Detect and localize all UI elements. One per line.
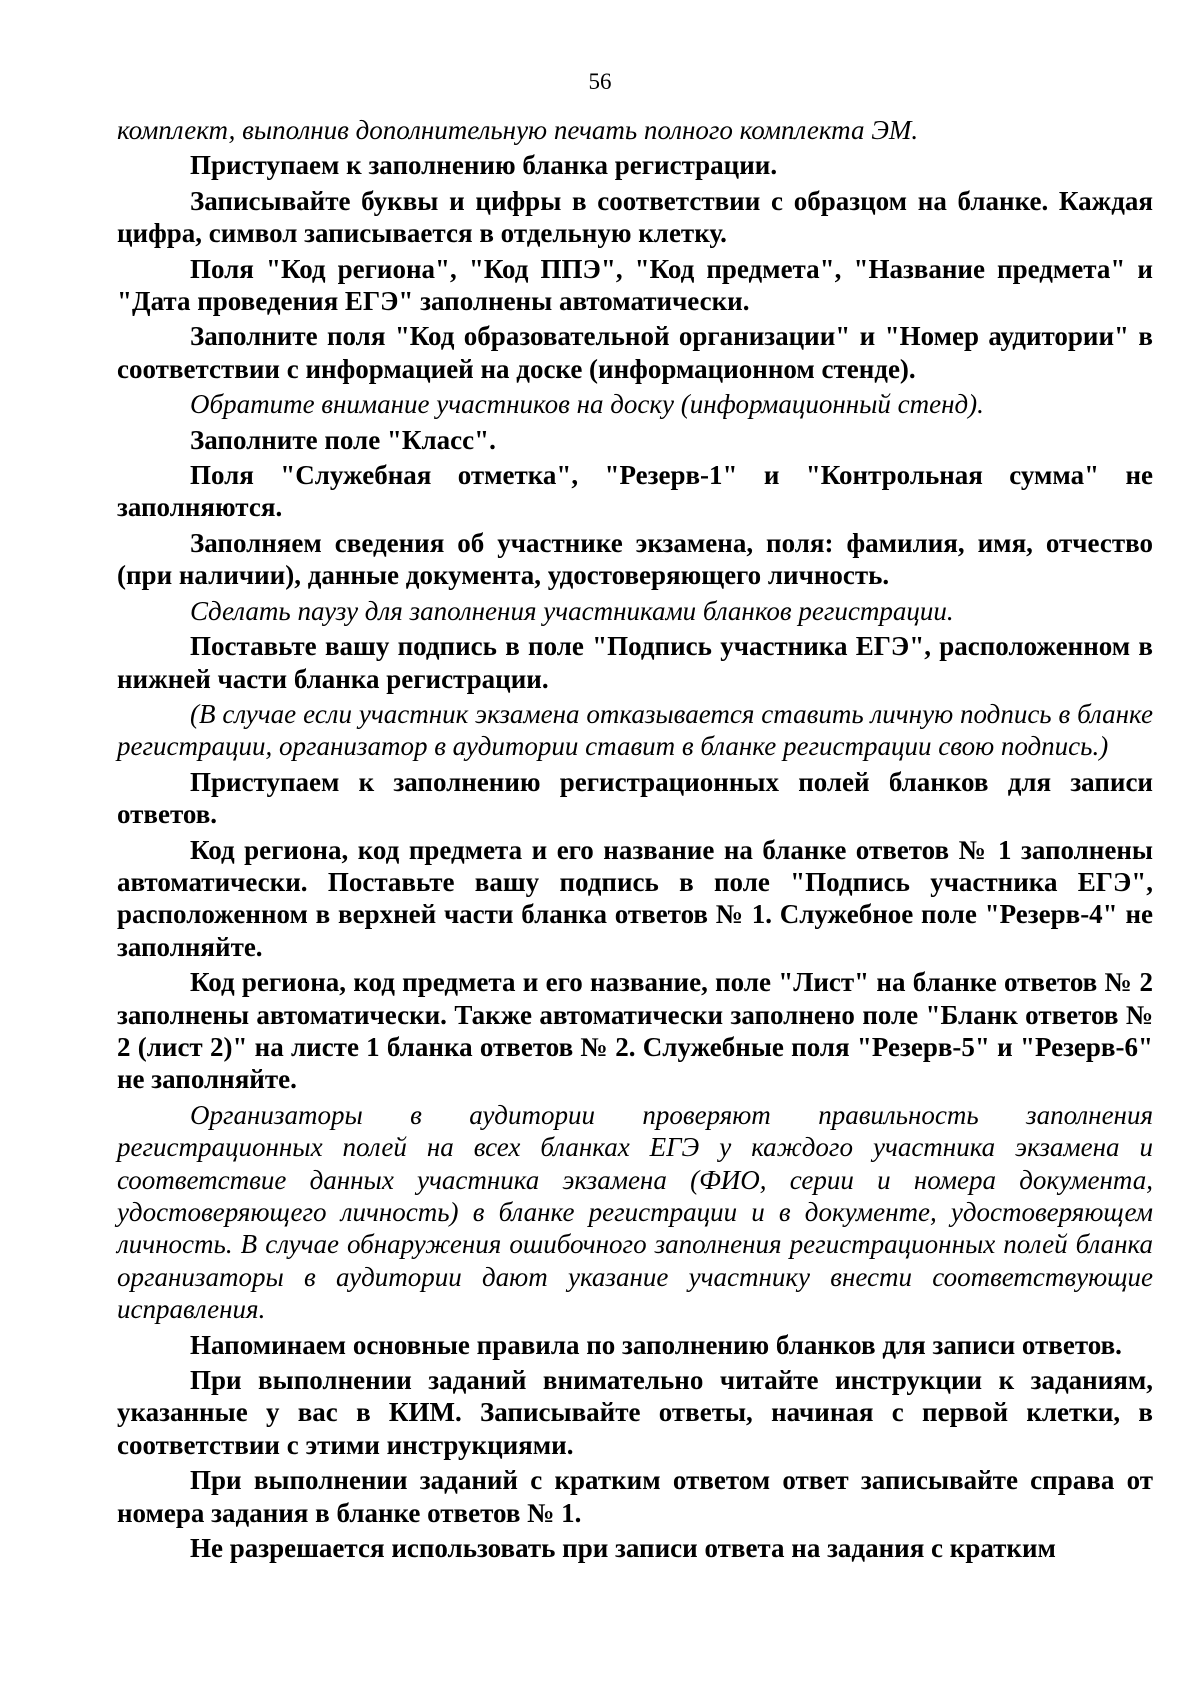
- paragraph: Не разрешается использовать при записи ответа на задания с кратким: [190, 1533, 1056, 1564]
- paragraph: При выполнении заданий с кратким ответом ответ записывайте справа от номера задания в бланке ответов № 1.: [117, 1465, 1153, 1528]
- paragraph: (В случае если участник экзамена отказывается ставить личную подпись в бланке регистрации, организатор в аудитории ставит в бланке регистрации свою подпись.): [117, 698, 1153, 762]
- paragraph: Заполните поле "Класс".: [190, 424, 496, 455]
- paragraph: Заполните поля "Код образовательной организации" и "Номер аудитории" в соответствии с информацией на доске (информационном стенде).: [117, 321, 1153, 384]
- paragraph: Код региона, код предмета и его название, поле "Лист" на бланке ответов № 2 заполнены автоматически. Также автоматически заполнено поле "Бланк ответов № 2 (лист 2)" на листе 1 бланка ответов № 2. Служебные поля "Резерв-5" и "Резерв-6" не заполняйте.: [117, 967, 1153, 1095]
- paragraph: Приступаем к заполнению регистрационных полей бланков для записи ответов.: [117, 766, 1153, 830]
- paragraph: Поставьте вашу подпись в поле "Подпись участника ЕГЭ", расположенном в нижней части бланка регистрации.: [117, 631, 1153, 694]
- paragraph: комплект, выполнив дополнительную печать полного комплекта ЭМ.: [117, 115, 919, 145]
- paragraph: Поля "Код региона", "Код ППЭ", "Код предмета", "Название предмета" и "Дата проведения ЕГЭ" заполнены автоматически.: [117, 253, 1153, 317]
- paragraph: Напоминаем основные правила по заполнению бланков для записи ответов.: [190, 1329, 1122, 1360]
- paragraph: Сделать паузу для заполнения участниками бланков регистрации.: [190, 595, 954, 626]
- page-number: 56: [588, 69, 612, 94]
- paragraph: Организаторы в аудитории проверяют правильность заполнения регистрационных полей на всех бланках ЕГЭ у каждого участника экзамена и соответствие данных участника экзамена (ФИО, серии и номера документа, удостоверяющего личность) в бланке регистрации и в документе, удостоверяющем личность. В случае обнаружения ошибочного заполнения регистрационных полей бланка организаторы в аудитории дают указание участнику внести соответствующие исправления.: [117, 1099, 1153, 1325]
- paragraph: Записывайте буквы и цифры в соответствии с образцом на бланке. Каждая цифра, символ записывается в отдельную клетку.: [117, 185, 1153, 249]
- paragraph: Заполняем сведения об участнике экзамена, поля: фамилия, имя, отчество (при наличии), данные документа, удостоверяющего личность.: [117, 527, 1153, 591]
- document-body: [117, 114, 1153, 1567]
- paragraph: При выполнении заданий внимательно читайте инструкции к заданиям, указанные у вас в КИМ. Записывайте ответы, начиная с первой клетки, в соответствии с этими инструкциями.: [117, 1365, 1153, 1460]
- paragraph: Обратите внимание участников на доску (информационный стенд).: [190, 389, 984, 420]
- paragraph: Код региона, код предмета и его название на бланке ответов № 1 заполнены автоматически. Поставьте вашу подпись в поле "Подпись участника ЕГЭ", расположенном в верхней части бланка ответов № 1. Служебное поле "Резерв-4" не заполняйте.: [117, 834, 1153, 962]
- paragraph: Поля "Служебная отметка", "Резерв-1" и "Контрольная сумма" не заполняются.: [117, 460, 1153, 523]
- paragraph: Приступаем к заполнению бланка регистрации.: [190, 150, 778, 181]
